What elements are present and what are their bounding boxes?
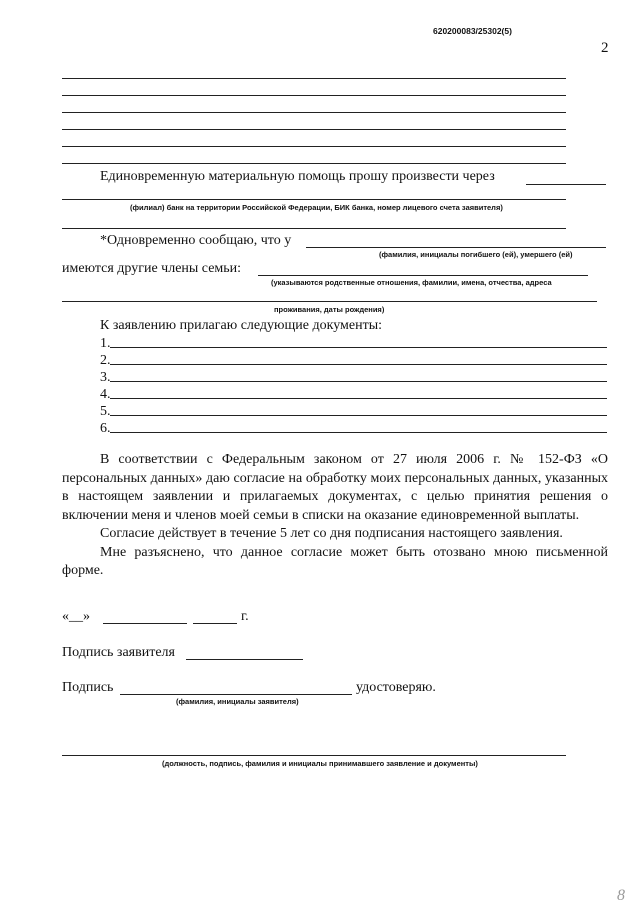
family-notice-text: *Одновременно сообщаю, что у [100,233,292,248]
document-item-number: 2. [100,353,111,368]
bank-caption: (филиал) банк на территории Российской Федерации, БИК банка, номер лицевого счета заявителя) [130,203,503,212]
date-day: «__» [62,609,90,624]
family-members-field-2[interactable] [62,301,597,302]
members-caption-2: проживания, даты рождения) [274,305,385,314]
document-item-field[interactable] [110,347,607,348]
bank-details-field-2[interactable] [62,228,566,229]
document-item-field[interactable] [110,364,607,365]
payment-request-text: Единовременную материальную помощь прошу произвести через [100,169,495,184]
page-number: 2 [601,40,609,56]
document-item-field[interactable] [110,398,607,399]
document-item-number: 4. [100,387,111,402]
document-item-field[interactable] [110,415,607,416]
family-members-field[interactable] [258,275,588,276]
handwritten-page-mark: 8 [617,887,625,904]
consent-revocation-paragraph: Мне разъяснено, что данное согласие может быть отозвано мною письменной форме. [62,544,608,578]
blank-line [62,146,566,147]
certify-text: удостоверяю. [356,680,436,695]
bank-details-field[interactable] [62,199,566,200]
blank-line [62,95,566,96]
document-item-number: 3. [100,370,111,385]
documents-heading: К заявлению прилагаю следующие документы: [100,318,383,333]
consent-block [62,451,608,581]
consent-paragraph: В соответствии с Федеральным законом от 27 июля 2006 г. № 152-ФЗ «О персональных данных» даю согласие на обработку моих персональных данных, указанных в настоящем заявлении и прилагаемых документах, с целью принятия решения о включении меня и членов моей семьи в списки на оказание единовременной выплаты. [62,452,608,523]
consent-validity-paragraph: Согласие действует в течение 5 лет со дня подписания настоящего заявления. [100,526,563,541]
blank-line [62,163,566,164]
blank-line [62,129,566,130]
document-id: 620200083/25302(5) [433,26,512,36]
date-year-field[interactable] [193,623,237,624]
document-item-number: 6. [100,421,111,436]
applicant-signature-label: Подпись заявителя [62,645,175,660]
document-item-field[interactable] [110,381,607,382]
applicant-name-field[interactable] [120,694,352,695]
date-month-field[interactable] [103,623,187,624]
deceased-name-field[interactable] [306,247,606,248]
document-item-number: 1. [100,336,111,351]
payment-method-field[interactable] [526,184,606,185]
blank-line [62,78,566,79]
document-item-field[interactable] [110,432,607,433]
applicant-name-caption: (фамилия, инициалы заявителя) [176,697,299,706]
deceased-caption: (фамилия, инициалы погибшего (ей), умершего (ей) [379,250,573,259]
other-members-text: имеются другие члены семьи: [62,261,242,276]
applicant-signature-field[interactable] [186,659,303,660]
sign-label: Подпись [62,680,114,695]
receiver-signature-field[interactable] [62,755,566,756]
receiver-caption: (должность, подпись, фамилия и инициалы принимавшего заявление и документы) [162,759,478,768]
members-caption-1: (указываются родственные отношения, фамилии, имена, отчества, адреса [271,278,552,287]
document-item-number: 5. [100,404,111,419]
date-year-suffix: г. [241,609,249,624]
blank-line [62,112,566,113]
